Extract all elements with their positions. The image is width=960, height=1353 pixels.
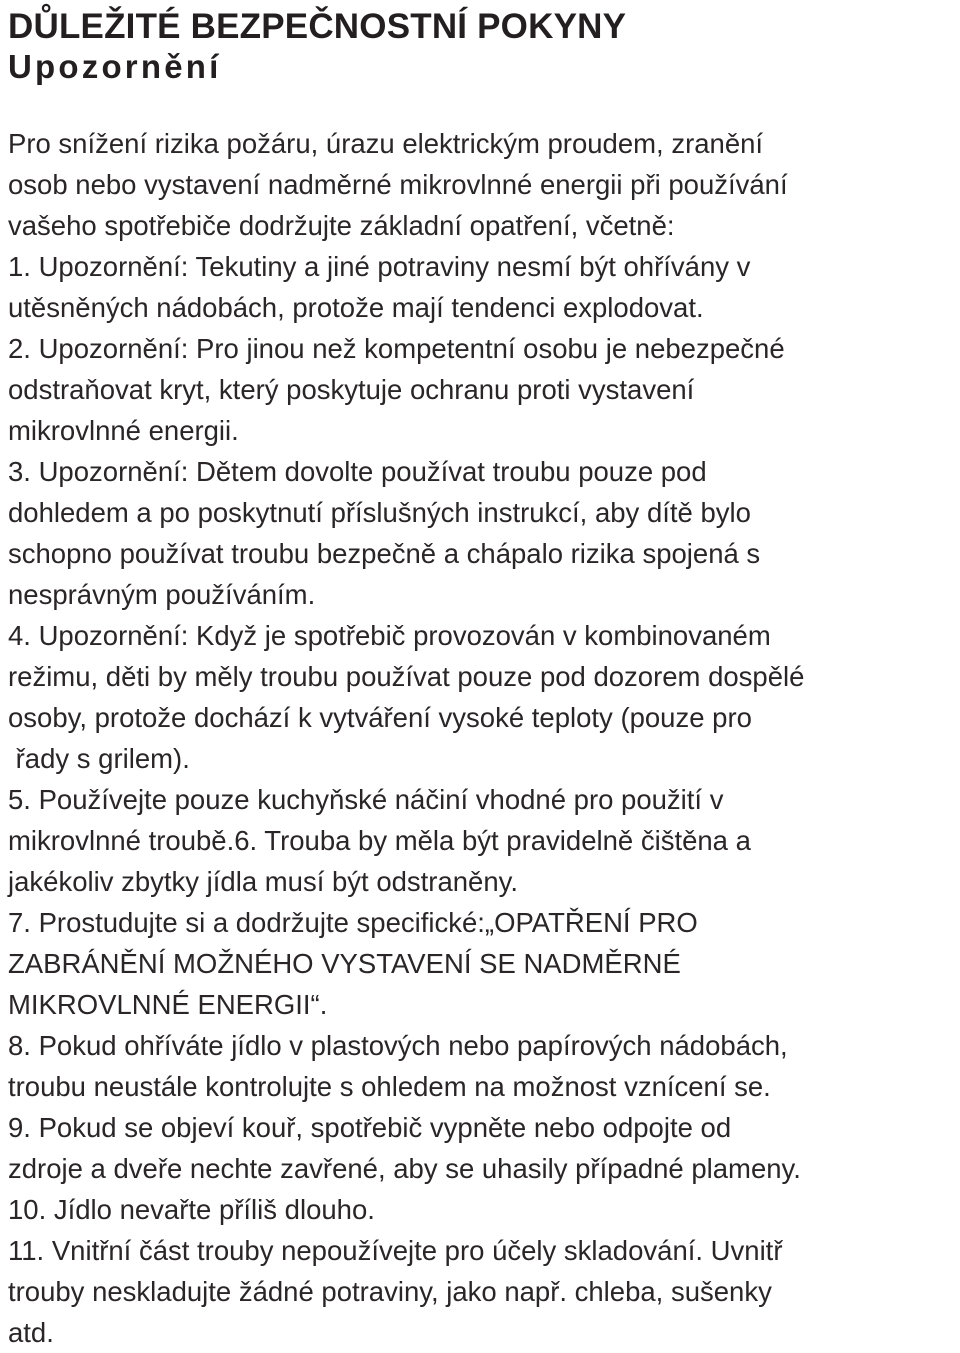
text-line: osob nebo vystavení nadměrné mikrovlnné energii při používání	[8, 169, 788, 200]
text-line: troubu neustále kontrolujte s ohledem na možnost vznícení se.	[8, 1071, 771, 1102]
page-title: DŮLEŽITÉ BEZPEČNOSTNÍ POKYNY	[8, 7, 627, 46]
text-line: utěsněných nádobách, protože mají tendenci explodovat.	[8, 292, 704, 323]
text-line: 3. Upozornění: Dětem dovolte používat troubu pouze pod	[8, 456, 707, 487]
text-line: řady s grilem).	[8, 743, 190, 774]
text-line: 1. Upozornění: Tekutiny a jiné potraviny nesmí být ohřívány v	[8, 251, 751, 282]
text-line: 5. Používejte pouze kuchyňské náčiní vhodné pro použití v	[8, 784, 724, 815]
text-line: 11. Vnitřní část trouby nepoužívejte pro účely skladování. Uvnitř	[8, 1235, 783, 1266]
text-line: MIKROVLNNÉ ENERGII“.	[8, 989, 328, 1020]
text-line: 8. Pokud ohříváte jídlo v plastových nebo papírových nádobách,	[8, 1030, 788, 1061]
text-line: ZABRÁNĚNÍ MOŽNÉHO VYSTAVENÍ SE NADMĚRNÉ	[8, 948, 681, 979]
document-page	[8, 6, 958, 1353]
text-line: 7. Prostudujte si a dodržujte specifické:„OPATŘENÍ PRO	[8, 907, 698, 938]
text-line: dohledem a po poskytnutí příslušných instrukcí, aby dítě bylo	[8, 497, 751, 528]
text-line: Pro snížení rizika požáru, úrazu elektrickým proudem, zranění	[8, 128, 764, 159]
text-line: mikrovlnné energii.	[8, 415, 239, 446]
text-line: 4. Upozornění: Když je spotřebič provozován v kombinovaném	[8, 620, 771, 651]
text-line: schopno používat troubu bezpečně a chápalo rizika spojená s	[8, 538, 761, 569]
text-line: režimu, děti by měly troubu používat pouze pod dozorem dospělé	[8, 661, 805, 692]
text-line: nesprávným používáním.	[8, 579, 316, 610]
text-line: atd.	[8, 1317, 54, 1348]
text-line: osoby, protože dochází k vytváření vysoké teploty (pouze pro	[8, 702, 752, 733]
text-line: 10. Jídlo nevařte příliš dlouho.	[8, 1194, 375, 1225]
text-line: vašeho spotřebiče dodržujte základní opatření, včetně:	[8, 210, 675, 241]
text-line: trouby neskladujte žádné potraviny, jako např. chleba, sušenky	[8, 1276, 772, 1307]
safety-instructions-text	[8, 123, 958, 1353]
text-line: odstraňovat kryt, který poskytuje ochranu proti vystavení	[8, 374, 695, 405]
text-line: mikrovlnné troubě.6. Trouba by měla být pravidelně čištěna a	[8, 825, 751, 856]
section-subtitle: Upozornění	[8, 48, 222, 85]
text-line: jakékoliv zbytky jídla musí být odstraněny.	[8, 866, 518, 897]
text-line: 9. Pokud se objeví kouř, spotřebič vypněte nebo odpojte od	[8, 1112, 732, 1143]
text-line: 2. Upozornění: Pro jinou než kompetentní osobu je nebezpečné	[8, 333, 785, 364]
text-line: zdroje a dveře nechte zavřené, aby se uhasily případné plameny.	[8, 1153, 801, 1184]
